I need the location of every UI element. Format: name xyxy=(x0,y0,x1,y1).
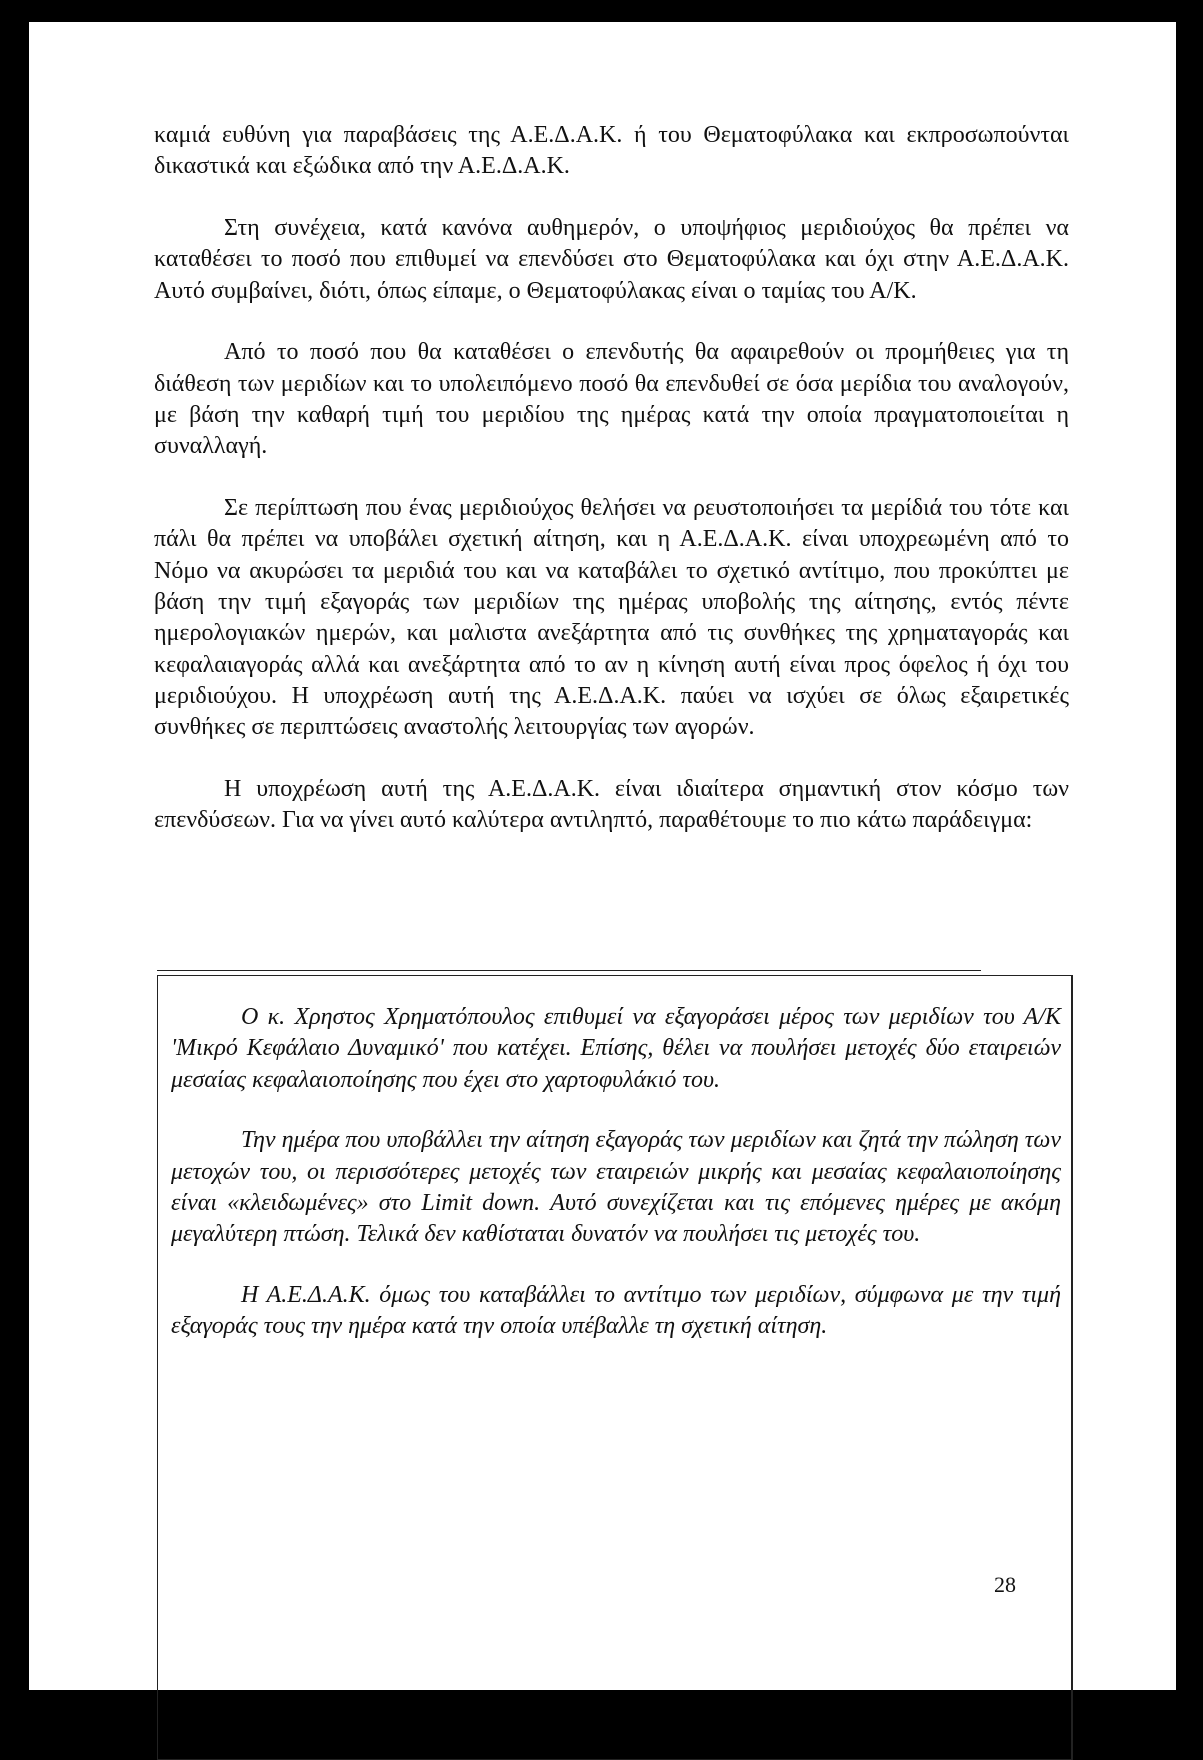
example-box-top-rule xyxy=(157,970,981,971)
paragraph-3: Από το ποσό που θα καταθέσει ο επενδυτής θα αφαιρεθούν οι προμήθειες για τη διάθεση των μεριδίων και το υπολειπόμενο ποσό θα επενδυθεί σε όσα μερίδια του αναλογούν, με βάση την καθαρή τιμή του μεριδίου της ημέρας κατά την οποία πραγματοποιείται η συναλλαγή. xyxy=(154,339,1069,460)
example-paragraph-3: Η Α.Ε.Δ.Α.Κ. όμως του καταβάλλει το αντίτιμο των μεριδίων, σύμφωνα με την τιμή εξαγοράς τους την ημέρα κατά την οποία υπέβαλλε τη σχετική αίτηση. xyxy=(171,1282,1061,1340)
paragraph-2: Στη συνέχεια, κατά κανόνα αυθημερόν, ο υποψήφιος μεριδιούχος θα πρέπει να καταθέσει το ποσό που επιθυμεί να επενδύσει στο Θεματοφύλακα και όχι στην Α.Ε.Δ.Α.Κ. Αυτό συμβαίνει, διότι, όπως είπαμε, ο Θεματοφύλακας είναι ο ταμίας του Α/Κ. xyxy=(154,215,1069,304)
body-text xyxy=(154,120,1069,867)
example-paragraph-1: Ο κ. Χρηστος Χρηματόπουλος επιθυμεί να εξαγοράσει μέρος των μεριδίων του Α/Κ 'Μικρό Κεφάλαιο Δυναμικό' που κατέχει. Επίσης, θέλει να πουλήσει μετοχές δύο εταιρειών μεσαίας κεφαλαιοποίησης που έχει στο χαρτοφυλάκιό του. xyxy=(171,1004,1061,1093)
page-number: 28 xyxy=(994,1572,1016,1597)
paragraph-4: Σε περίπτωση που ένας μεριδιούχος θελήσει να ρευστοποιήσει τα μερίδιά του τότε και πάλι θα πρέπει να υποβάλει σχετική αίτηση, και η Α.Ε.Δ.Α.Κ. είναι υποχρεωμένη από το Νόμο να ακυρώσει τα μεριδιά του και να καταβάλει το σχετικό αντίτιμο, που προκύπτει με βάση την τιμή εξαγοράς των μεριδίων της ημέρας υποβολής της αίτησης, εντός πέντε ημερολογιακών ημερών, και μαλιστα ανεξάρτητα από τις συνθήκες της χρηματαγοράς και κεφαλαιαγοράς αλλά και ανεξάρτητα από το αν η κίνηση αυτή είναι προς όφελος ή όχι του μεριδιούχου. Η υποχρέωση αυτή της Α.Ε.Δ.Α.Κ. παύει να ισχύει σε όλως εξαιρετικές συνθήκες σε περιπτώσεις αναστολής λειτουργίας των αγορών. xyxy=(154,495,1069,741)
paragraph-5: Η υποχρέωση αυτή της Α.Ε.Δ.Α.Κ. είναι ιδιαίτερα σημαντική στον κόσμο των επενδύσεων. Για να γίνει αυτό καλύτερα αντιληπτό, παραθέτουμε το πιο κάτω παράδειγμα: xyxy=(154,776,1069,834)
example-box xyxy=(157,975,1073,1760)
paragraph-1: καμιά ευθύνη για παραβάσεις της Α.Ε.Δ.Α.Κ. ή του Θεματοφύλακα και εκπροσωπούνται δικαστικά και εξώδικα από την Α.Ε.Δ.Α.Κ. xyxy=(154,122,1069,180)
document-page xyxy=(29,22,1176,1690)
example-paragraph-2: Την ημέρα που υποβάλλει την αίτηση εξαγοράς των μεριδίων και ζητά την πώληση των μετοχών του, οι περισσότερες μετοχές των εταιρειών μικρής και μεσαίας κεφαλαιοποίησης είναι «κλειδωμένες» στο Limit down. Αυτό συνεχίζεται και τις επόμενες ημέρες με ακόμη μεγαλύτερη πτώση. Τελικά δεν καθίσταται δυνατόν να πουλήσει τις μετοχές του. xyxy=(171,1127,1061,1248)
